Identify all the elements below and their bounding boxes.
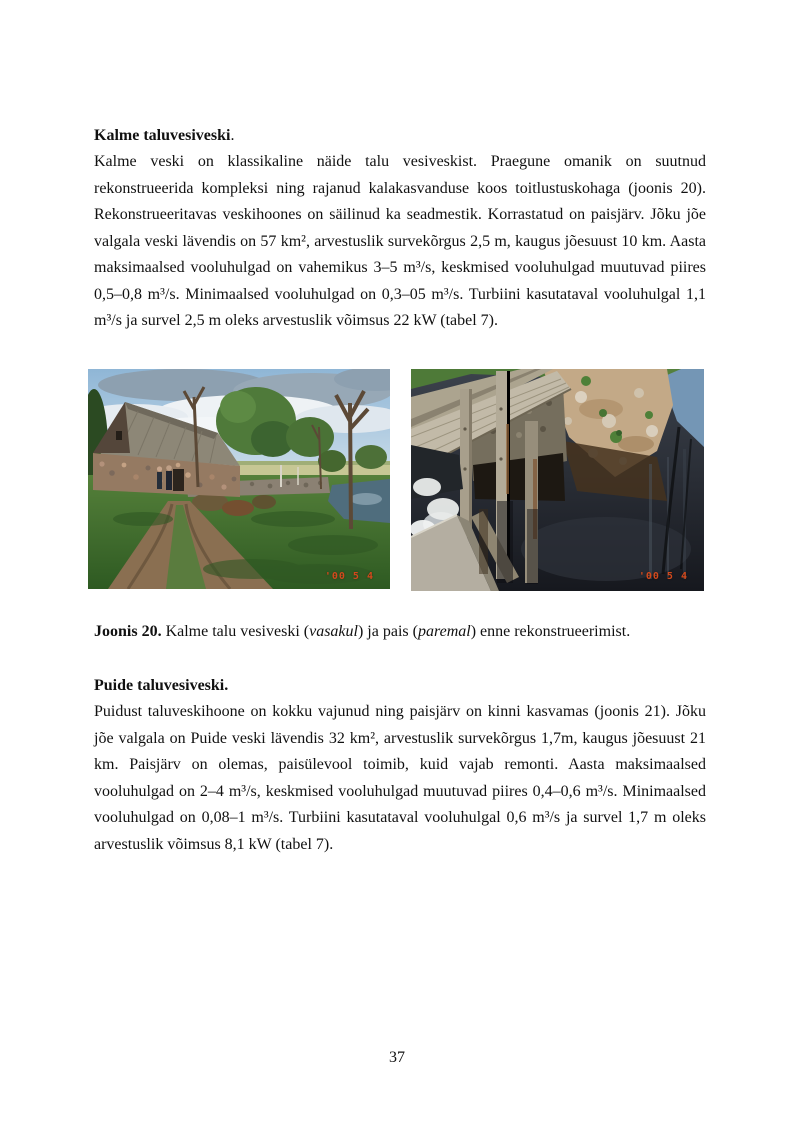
watermill-photo-graphic	[88, 369, 390, 589]
section-heading-kalme	[94, 122, 706, 149]
watermill-photo	[88, 369, 390, 591]
section-body-kalme: Kalme veski on klassikaline näide talu vesiveskist. Praegune omanik on suutnud rekonstrueerida kompleksi ning rajanud kalakasvanduse koos toitlustuskohaga (joonis 20). Rekonstrueeritavas veskihoones on säilinud ka seadmestik. Korrastatud on paisjärv. Jõku jõe valgala veski lävendis on 57 km², arvestuslik survekõrgus 2,5 m, kaugus jõesuust 10 km. Aasta maksimaalsed vooluhulgad on vahemikus 3–5 m³/s, keskmised vooluhulgad muutuvad piires 0,5–0,8 m³/s. Minimaalsed vooluhulgad on 0,3–05 m³/s. Turbiini kasutataval vooluhulgal 1,1 m³/s ja survel 2,5 m oleks arvestuslik võimsus 22 kW (tabel 7).	[94, 153, 706, 329]
page-content	[94, 122, 706, 858]
caption-text: Kalme talu vesiveski (	[161, 622, 310, 640]
page-number: 37	[389, 1049, 405, 1066]
section-heading-kalme-period: .	[230, 127, 235, 144]
caption-label: Joonis 20.	[94, 622, 162, 640]
caption-italic-vasakul: vasakul	[309, 622, 358, 640]
photo-timestamp: '00 5 4	[324, 570, 374, 582]
caption-italic-paremal: paremal	[417, 622, 471, 640]
section-heading-kalme-text: Kalme taluvesiveski	[94, 127, 231, 144]
photo-timestamp: '00 5 4	[638, 570, 688, 582]
section-body-puide: Puidust taluveskihoone on kokku vajunud ning paisjärv on kinni kasvamas (joonis 21). Jõku jõe valgala on Puide veski lävendis 32 km², arvestuslik survekõrgus 1,7m, kaugus jõesuust 21 km. Paisjärv on olemas, paisülevool toimib, kuid vajab remonti. Aasta maksimaalsed vooluhulgad on 2–4 m³/s, keskmised vooluhulgad muutuvad piires 0,4–0,6 m³/s. Minimaalsed vooluhulgad on 0,08–1 m³/s. Turbiini kasutataval vooluhulgal 0,6 m³/s ja survel 1,7 m oleks arvestuslik võimsus 8,1 kW (tabel 7).	[94, 703, 706, 853]
caption-text: ) enne rekonstrueerimist.	[470, 622, 631, 640]
figure-joonis-20	[88, 369, 706, 591]
figure-caption	[94, 619, 706, 646]
dam-photo-graphic	[411, 369, 704, 591]
dam-photo	[411, 369, 704, 591]
section-heading-puide: Puide taluvesiveski.	[94, 677, 229, 694]
caption-text: ) ja pais (	[357, 622, 418, 640]
